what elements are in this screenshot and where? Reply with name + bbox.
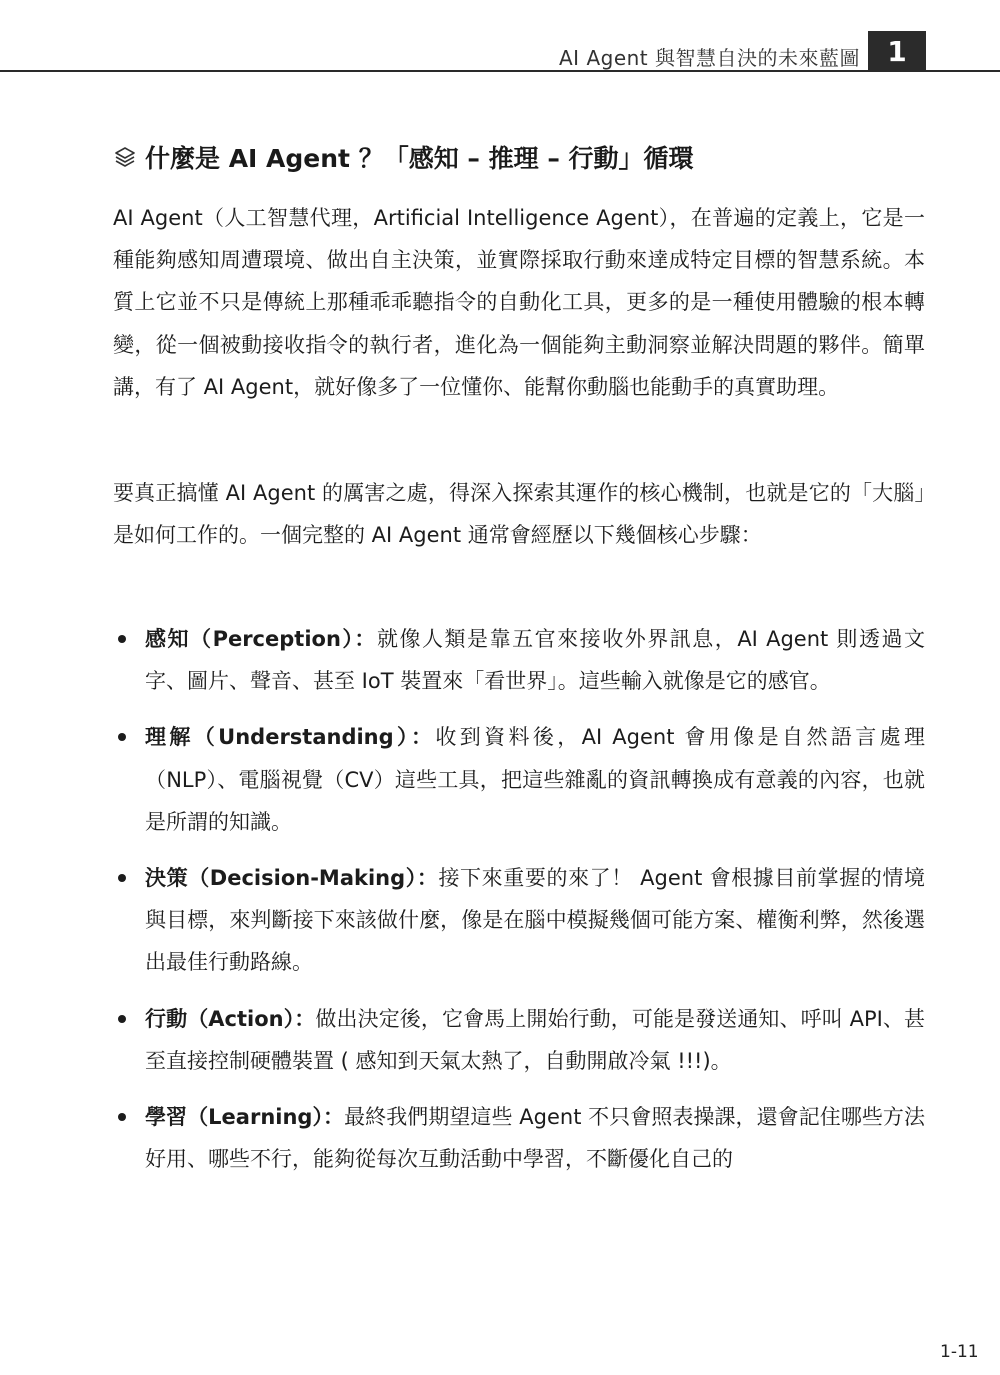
bullet-term: 理解（Understanding）： [145, 725, 436, 750]
bullet-term: 感知（Perception）： [145, 627, 377, 651]
bullet-text: 接下來重要的來了！ Agent 會根據目前掌握的情境與目標，來判斷接下來該做什麼，像是在腦中模擬幾個可能方案、權衡利弊，然後選出最佳行動路線。 [145, 866, 926, 975]
bullet-dot [118, 1015, 126, 1023]
core-steps-list [113, 618, 925, 1194]
chapter-number-tab: 1 [868, 31, 926, 72]
bullet-text: 收到資料後，AI Agent 會用像是自然語言處理（NLP）、電腦視覺（CV）這些工具，把這些雜亂的資訊轉換成有意義的內容，也就是所謂的知識。 [145, 725, 925, 834]
bullet-text: 就像人類是靠五官來接收外界訊息，AI Agent 則透過文字、圖片、聲音、甚至 IoT 裝置來「看世界」。這些輸入就像是它的感官。 [145, 627, 925, 694]
bullet-text: 做出決定後，它會馬上開始行動，可能是發送通知、呼叫 API、甚至直接控制硬體裝置 ( 感知到天氣太熱了，自動開啟冷氣 !!!)。 [145, 1006, 925, 1073]
list-item [113, 618, 925, 702]
section-heading-text: 什麼是 AI Agent ？「感知 – 推理 – 行動」循環 [145, 144, 694, 173]
list-item [113, 1096, 925, 1180]
bullet-dot [118, 733, 126, 741]
bullet-term: 決策（Decision-Making）： [145, 866, 439, 891]
bullet-dot [118, 1113, 126, 1121]
page-number: 1-11 [940, 1342, 979, 1362]
running-header-title: AI Agent 與智慧自決的未來藍圖 [559, 46, 860, 70]
intro-paragraph: AI Agent（人工智慧代理，Artificial Intelligence Agent），在普遍的定義上，它是一種能夠感知周遭環境、做出自主決策，並實際採取行動來達成特定目標的智慧系統。本質上它並不只是傳統上那種乖乖聽指令的自動化工具，更多的是一種使用體驗的根本轉變，從一個被動接收指令的執行者，進化為一個能夠主動洞察並解決問題的夥伴。簡單講，有了 AI Agent，就好像多了一位懂你、能幫你動腦也能動手的真實助理。 [113, 206, 925, 399]
section-heading [113, 136, 694, 178]
bullet-dot [118, 874, 126, 882]
list-item [113, 716, 925, 843]
list-item [113, 998, 925, 1082]
bullet-text: 最終我們期望這些 Agent 不只會照表操課，還會記住哪些方法好用、哪些不行，能夠從每次互動活動中學習，不斷優化自己的 [145, 1105, 925, 1172]
layers-icon [113, 145, 137, 169]
bullet-term: 行動（Action）： [145, 1006, 316, 1031]
list-item [113, 857, 925, 984]
mechanism-paragraph: 要真正搞懂 AI Agent 的厲害之處，得深入探索其運作的核心機制，也就是它的「大腦」是如何工作的。一個完整的 AI Agent 通常會經歷以下幾個核心步驟： [113, 481, 925, 548]
bullet-dot [118, 635, 126, 643]
bullet-term: 學習（Learning）： [145, 1105, 345, 1130]
header-rule [0, 70, 1000, 72]
